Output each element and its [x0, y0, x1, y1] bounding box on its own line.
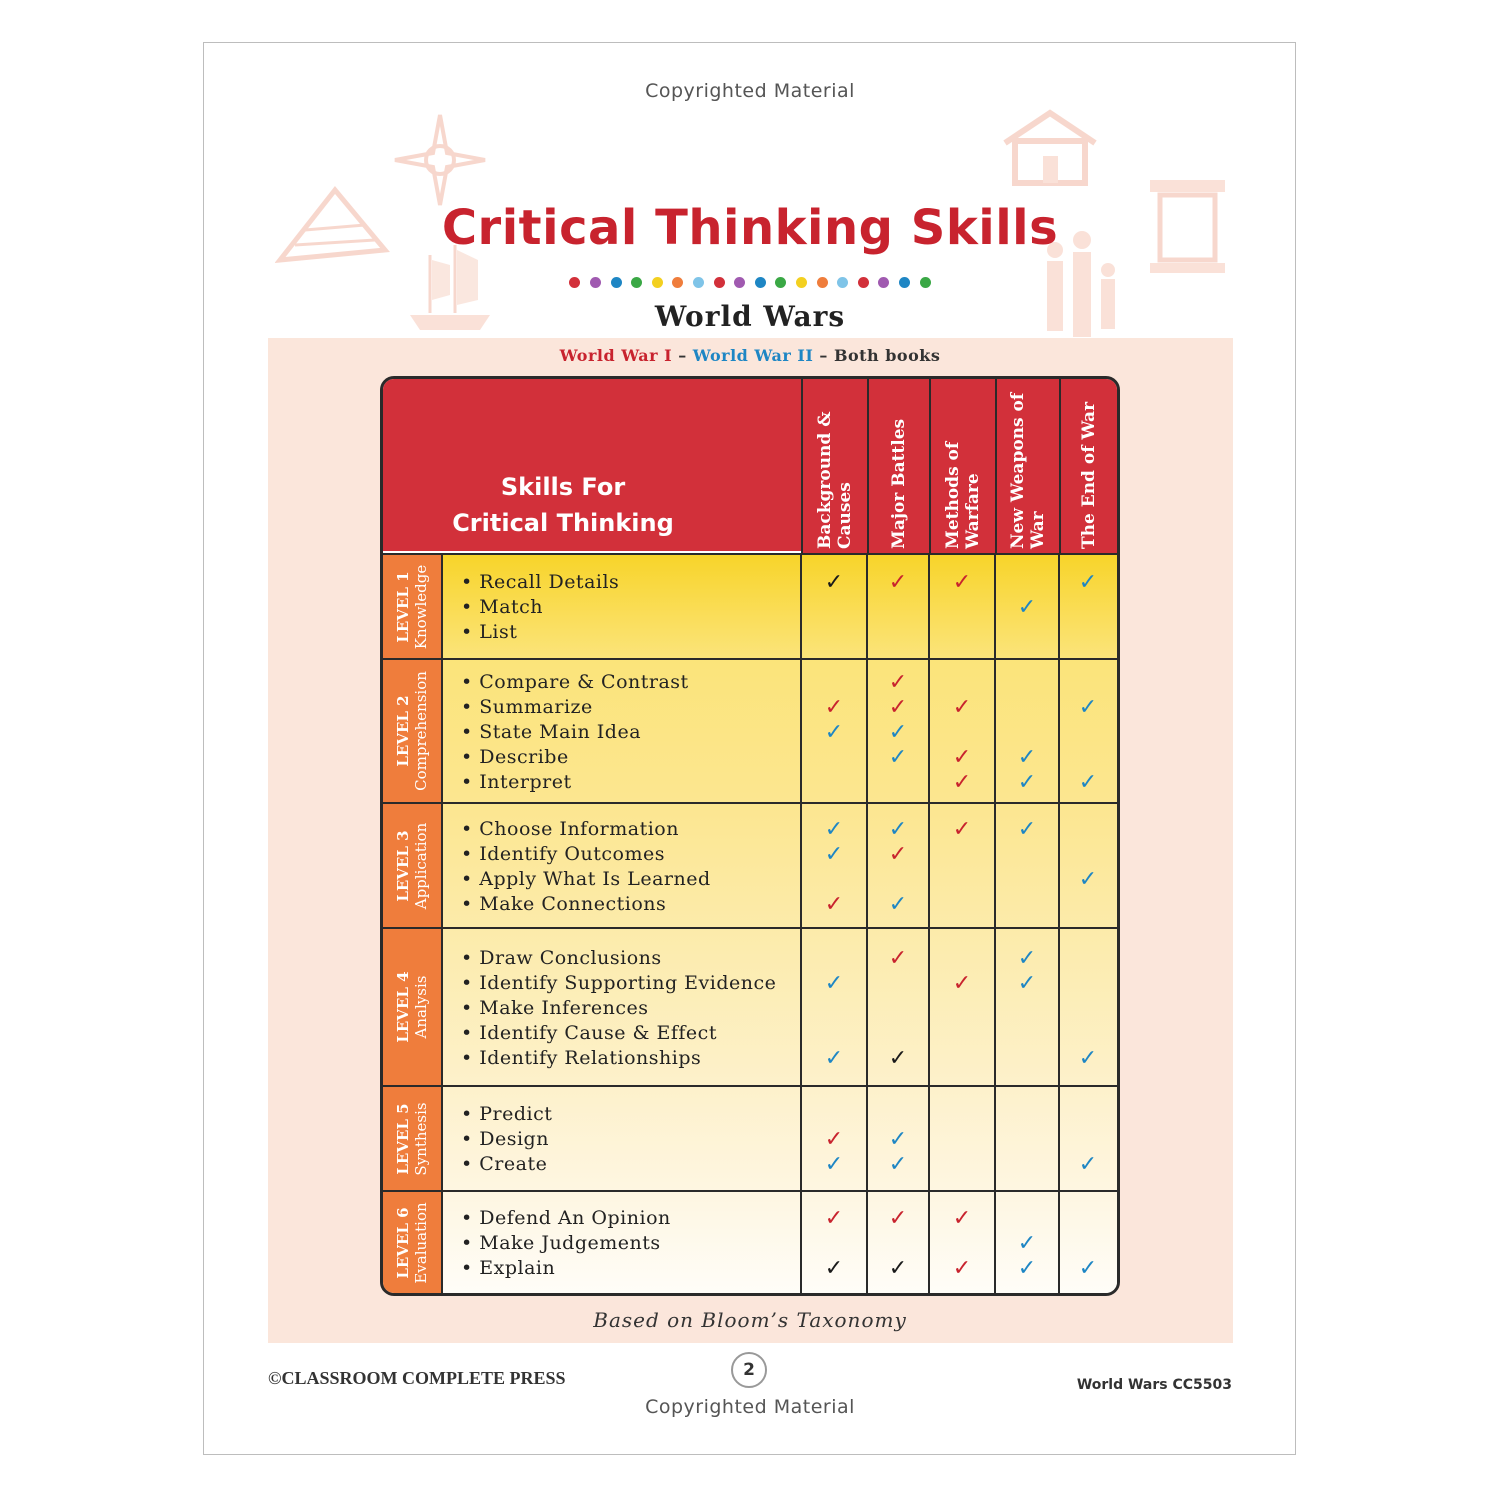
check-mark-icon: ✓	[824, 817, 844, 842]
column-divider	[1058, 1087, 1060, 1190]
decorative-dot	[611, 277, 622, 288]
decorative-dot	[569, 277, 580, 288]
check-mark-icon: ✓	[824, 892, 844, 917]
column-divider	[928, 929, 930, 1085]
legend-ww1: World War I	[559, 346, 673, 365]
check-mark-icon: ✓	[952, 745, 972, 770]
level-name: Synthesis	[412, 1101, 430, 1176]
check-mark-icon: ✓	[952, 971, 972, 996]
skill-item: • Compare & Contrast	[461, 671, 689, 693]
column-divider	[994, 804, 996, 927]
legend-separator: –	[672, 346, 693, 365]
column-divider	[866, 804, 868, 927]
check-mark-icon: ✓	[1017, 946, 1037, 971]
check-mark-icon: ✓	[824, 570, 844, 595]
check-mark-icon: ✓	[888, 1152, 908, 1177]
skill-item: • Identify Supporting Evidence	[461, 972, 777, 994]
level-row	[383, 658, 1117, 802]
level-row	[383, 553, 1117, 658]
check-mark-icon: ✓	[1017, 770, 1037, 795]
column-divider	[1058, 660, 1060, 802]
check-mark-icon: ✓	[1017, 1256, 1037, 1281]
level-label	[383, 1192, 443, 1293]
decorative-dot	[734, 277, 745, 288]
level-number: LEVEL 2	[394, 695, 412, 767]
legend-separator: –	[813, 346, 834, 365]
column-divider	[1058, 555, 1060, 658]
check-mark-icon: ✓	[1078, 570, 1098, 595]
column-divider	[928, 804, 930, 927]
check-mark-icon: ✓	[824, 971, 844, 996]
check-mark-icon: ✓	[888, 745, 908, 770]
skill-item: • Identify Relationships	[461, 1047, 702, 1069]
skills-list	[461, 946, 776, 1071]
skill-item: • Match	[461, 596, 544, 618]
decorative-dot	[899, 277, 910, 288]
column-divider	[928, 555, 930, 658]
column-divider	[800, 1192, 802, 1293]
check-mark-icon: ✓	[1078, 1046, 1098, 1071]
subtitle: World Wars	[654, 300, 846, 333]
level-row	[383, 802, 1117, 927]
check-mark-icon: ✓	[952, 817, 972, 842]
column-divider	[1058, 804, 1060, 927]
skill-item: • Predict	[461, 1103, 553, 1125]
check-mark-icon: ✓	[1017, 595, 1037, 620]
level-name: Comprehension	[412, 671, 430, 791]
check-mark-icon: ✓	[888, 695, 908, 720]
column-header-label: Major Battles	[889, 418, 909, 549]
check-mark-icon: ✓	[888, 1046, 908, 1071]
decorative-dot-row	[0, 277, 1500, 288]
level-label	[383, 1087, 443, 1190]
check-mark-icon: ✓	[1017, 1231, 1037, 1256]
check-mark-icon: ✓	[888, 946, 908, 971]
column-divider	[994, 555, 996, 658]
skill-item: • Draw Conclusions	[461, 947, 662, 969]
check-mark-icon: ✓	[888, 842, 908, 867]
check-mark-icon: ✓	[824, 1152, 844, 1177]
skill-item: • State Main Idea	[461, 721, 642, 743]
table-header-title	[443, 469, 683, 541]
decorative-dot	[755, 277, 766, 288]
skills-table	[380, 376, 1120, 1296]
check-mark-icon: ✓	[888, 570, 908, 595]
decorative-dot	[631, 277, 642, 288]
level-label	[383, 804, 443, 927]
check-mark-icon: ✓	[952, 1206, 972, 1231]
decorative-dot	[652, 277, 663, 288]
check-mark-icon: ✓	[1078, 867, 1098, 892]
check-mark-icon: ✓	[888, 817, 908, 842]
column-divider	[928, 1192, 930, 1293]
skills-list	[461, 670, 689, 795]
check-mark-icon: ✓	[1017, 745, 1037, 770]
column-divider	[800, 929, 802, 1085]
decorative-dot	[837, 277, 848, 288]
column-header	[929, 379, 995, 555]
column-divider	[994, 1192, 996, 1293]
decorative-dot	[672, 277, 683, 288]
decorative-dot	[858, 277, 869, 288]
check-mark-icon: ✓	[1078, 695, 1098, 720]
check-mark-icon: ✓	[824, 1206, 844, 1231]
skill-item: • Describe	[461, 746, 569, 768]
check-mark-icon: ✓	[824, 695, 844, 720]
skill-item: • Make Judgements	[461, 1232, 661, 1254]
level-label-text	[394, 822, 430, 909]
check-mark-icon: ✓	[952, 570, 972, 595]
skill-item: • Design	[461, 1128, 549, 1150]
level-number: LEVEL 1	[394, 570, 412, 643]
level-name: Evaluation	[412, 1201, 430, 1284]
column-divider	[800, 555, 802, 658]
footnote: Based on Bloom’s Taxonomy	[593, 1308, 907, 1332]
column-divider	[1058, 1192, 1060, 1293]
column-header-label: New Weapons of War	[1008, 392, 1048, 549]
level-label-text	[394, 971, 430, 1042]
column-divider	[928, 1087, 930, 1190]
skill-item: • Interpret	[461, 771, 572, 793]
skills-list	[461, 1206, 671, 1281]
skill-item: • Recall Details	[461, 571, 620, 593]
check-mark-icon: ✓	[888, 720, 908, 745]
house-icon	[995, 108, 1105, 188]
column-divider	[800, 1087, 802, 1190]
skill-item: • List	[461, 621, 518, 643]
book-legend	[0, 346, 1500, 365]
decorative-dot	[714, 277, 725, 288]
decorative-dot	[817, 277, 828, 288]
skill-item: • Apply What Is Learned	[461, 868, 711, 890]
column-header	[1059, 379, 1117, 555]
level-number: LEVEL 5	[394, 1102, 412, 1175]
check-mark-icon: ✓	[824, 842, 844, 867]
level-name: Analysis	[412, 975, 430, 1039]
column-header	[801, 379, 867, 555]
check-mark-icon: ✓	[824, 1046, 844, 1071]
check-mark-icon: ✓	[952, 770, 972, 795]
level-row	[383, 1085, 1117, 1190]
skill-item: • Choose Information	[461, 818, 679, 840]
copyright-top: Copyrighted Material	[645, 80, 855, 102]
check-mark-icon: ✓	[952, 695, 972, 720]
level-name: Application	[412, 822, 430, 909]
level-number: LEVEL 3	[394, 829, 412, 902]
decorative-dot	[590, 277, 601, 288]
decorative-dot	[878, 277, 889, 288]
header-title-line2: Critical Thinking	[452, 509, 674, 537]
level-name: Knowledge	[412, 564, 430, 649]
page-number: 2	[731, 1352, 767, 1388]
header-title-line1: Skills For	[500, 473, 626, 501]
level-number: LEVEL 4	[394, 971, 412, 1043]
column-divider	[866, 555, 868, 658]
skill-item: • Make Inferences	[461, 997, 649, 1019]
level-label	[383, 660, 443, 802]
level-label-text	[394, 1102, 430, 1175]
check-mark-icon: ✓	[888, 1127, 908, 1152]
check-mark-icon: ✓	[888, 892, 908, 917]
skill-item: • Explain	[461, 1257, 556, 1279]
publisher-logo: ©CLASSROOM COMPLETE PRESS	[268, 1368, 566, 1388]
check-mark-icon: ✓	[1017, 817, 1037, 842]
column-header-label: Methods of Warfare	[943, 441, 983, 549]
check-mark-icon: ✓	[888, 670, 908, 695]
check-mark-icon: ✓	[1078, 1152, 1098, 1177]
check-mark-icon: ✓	[824, 1256, 844, 1281]
decorative-dot	[920, 277, 931, 288]
level-number: LEVEL 6	[394, 1206, 412, 1279]
level-label	[383, 555, 443, 658]
skills-list	[461, 1102, 552, 1177]
legend-ww2: World War II	[692, 346, 814, 365]
level-row	[383, 927, 1117, 1085]
column-divider	[994, 929, 996, 1085]
column-header-label: The End of War	[1079, 401, 1099, 549]
column-divider	[994, 1087, 996, 1190]
column-divider	[866, 660, 868, 802]
column-header	[867, 379, 929, 555]
page-title: Critical Thinking Skills	[441, 200, 1059, 256]
skills-list	[461, 570, 619, 645]
skill-item: • Make Connections	[461, 893, 667, 915]
legend-both: Both books	[833, 346, 941, 365]
check-mark-icon: ✓	[888, 1256, 908, 1281]
column-header-label: Background & Causes	[815, 411, 855, 549]
copyright-bottom: Copyrighted Material	[645, 1396, 855, 1418]
skill-item: • Identify Outcomes	[461, 843, 665, 865]
check-mark-icon: ✓	[1017, 971, 1037, 996]
check-mark-icon: ✓	[824, 1127, 844, 1152]
column-divider	[866, 1192, 868, 1293]
level-label-text	[394, 564, 430, 649]
skill-item: • Identify Cause & Effect	[461, 1022, 717, 1044]
column-divider	[800, 660, 802, 802]
check-mark-icon: ✓	[824, 720, 844, 745]
decorative-dot	[775, 277, 786, 288]
check-mark-icon: ✓	[952, 1256, 972, 1281]
book-code: World Wars CC5503	[1076, 1377, 1232, 1393]
skill-item: • Defend An Opinion	[461, 1207, 671, 1229]
column-divider	[800, 804, 802, 927]
table-header	[383, 379, 1117, 555]
decorative-dot	[796, 277, 807, 288]
level-label	[383, 929, 443, 1085]
check-mark-icon: ✓	[1078, 1256, 1098, 1281]
column-header	[995, 379, 1059, 555]
column-divider	[1058, 929, 1060, 1085]
column-divider	[866, 929, 868, 1085]
skills-list	[461, 817, 711, 917]
compass-rose-icon	[385, 105, 495, 215]
check-mark-icon: ✓	[1078, 770, 1098, 795]
level-label-text	[394, 671, 430, 791]
skill-item: • Create	[461, 1153, 548, 1175]
skill-item: • Summarize	[461, 696, 593, 718]
column-divider	[994, 660, 996, 802]
column-divider	[866, 1087, 868, 1190]
column-divider	[928, 660, 930, 802]
check-mark-icon: ✓	[888, 1206, 908, 1231]
decorative-dot	[693, 277, 704, 288]
level-label-text	[394, 1202, 430, 1283]
level-row	[383, 1190, 1117, 1293]
